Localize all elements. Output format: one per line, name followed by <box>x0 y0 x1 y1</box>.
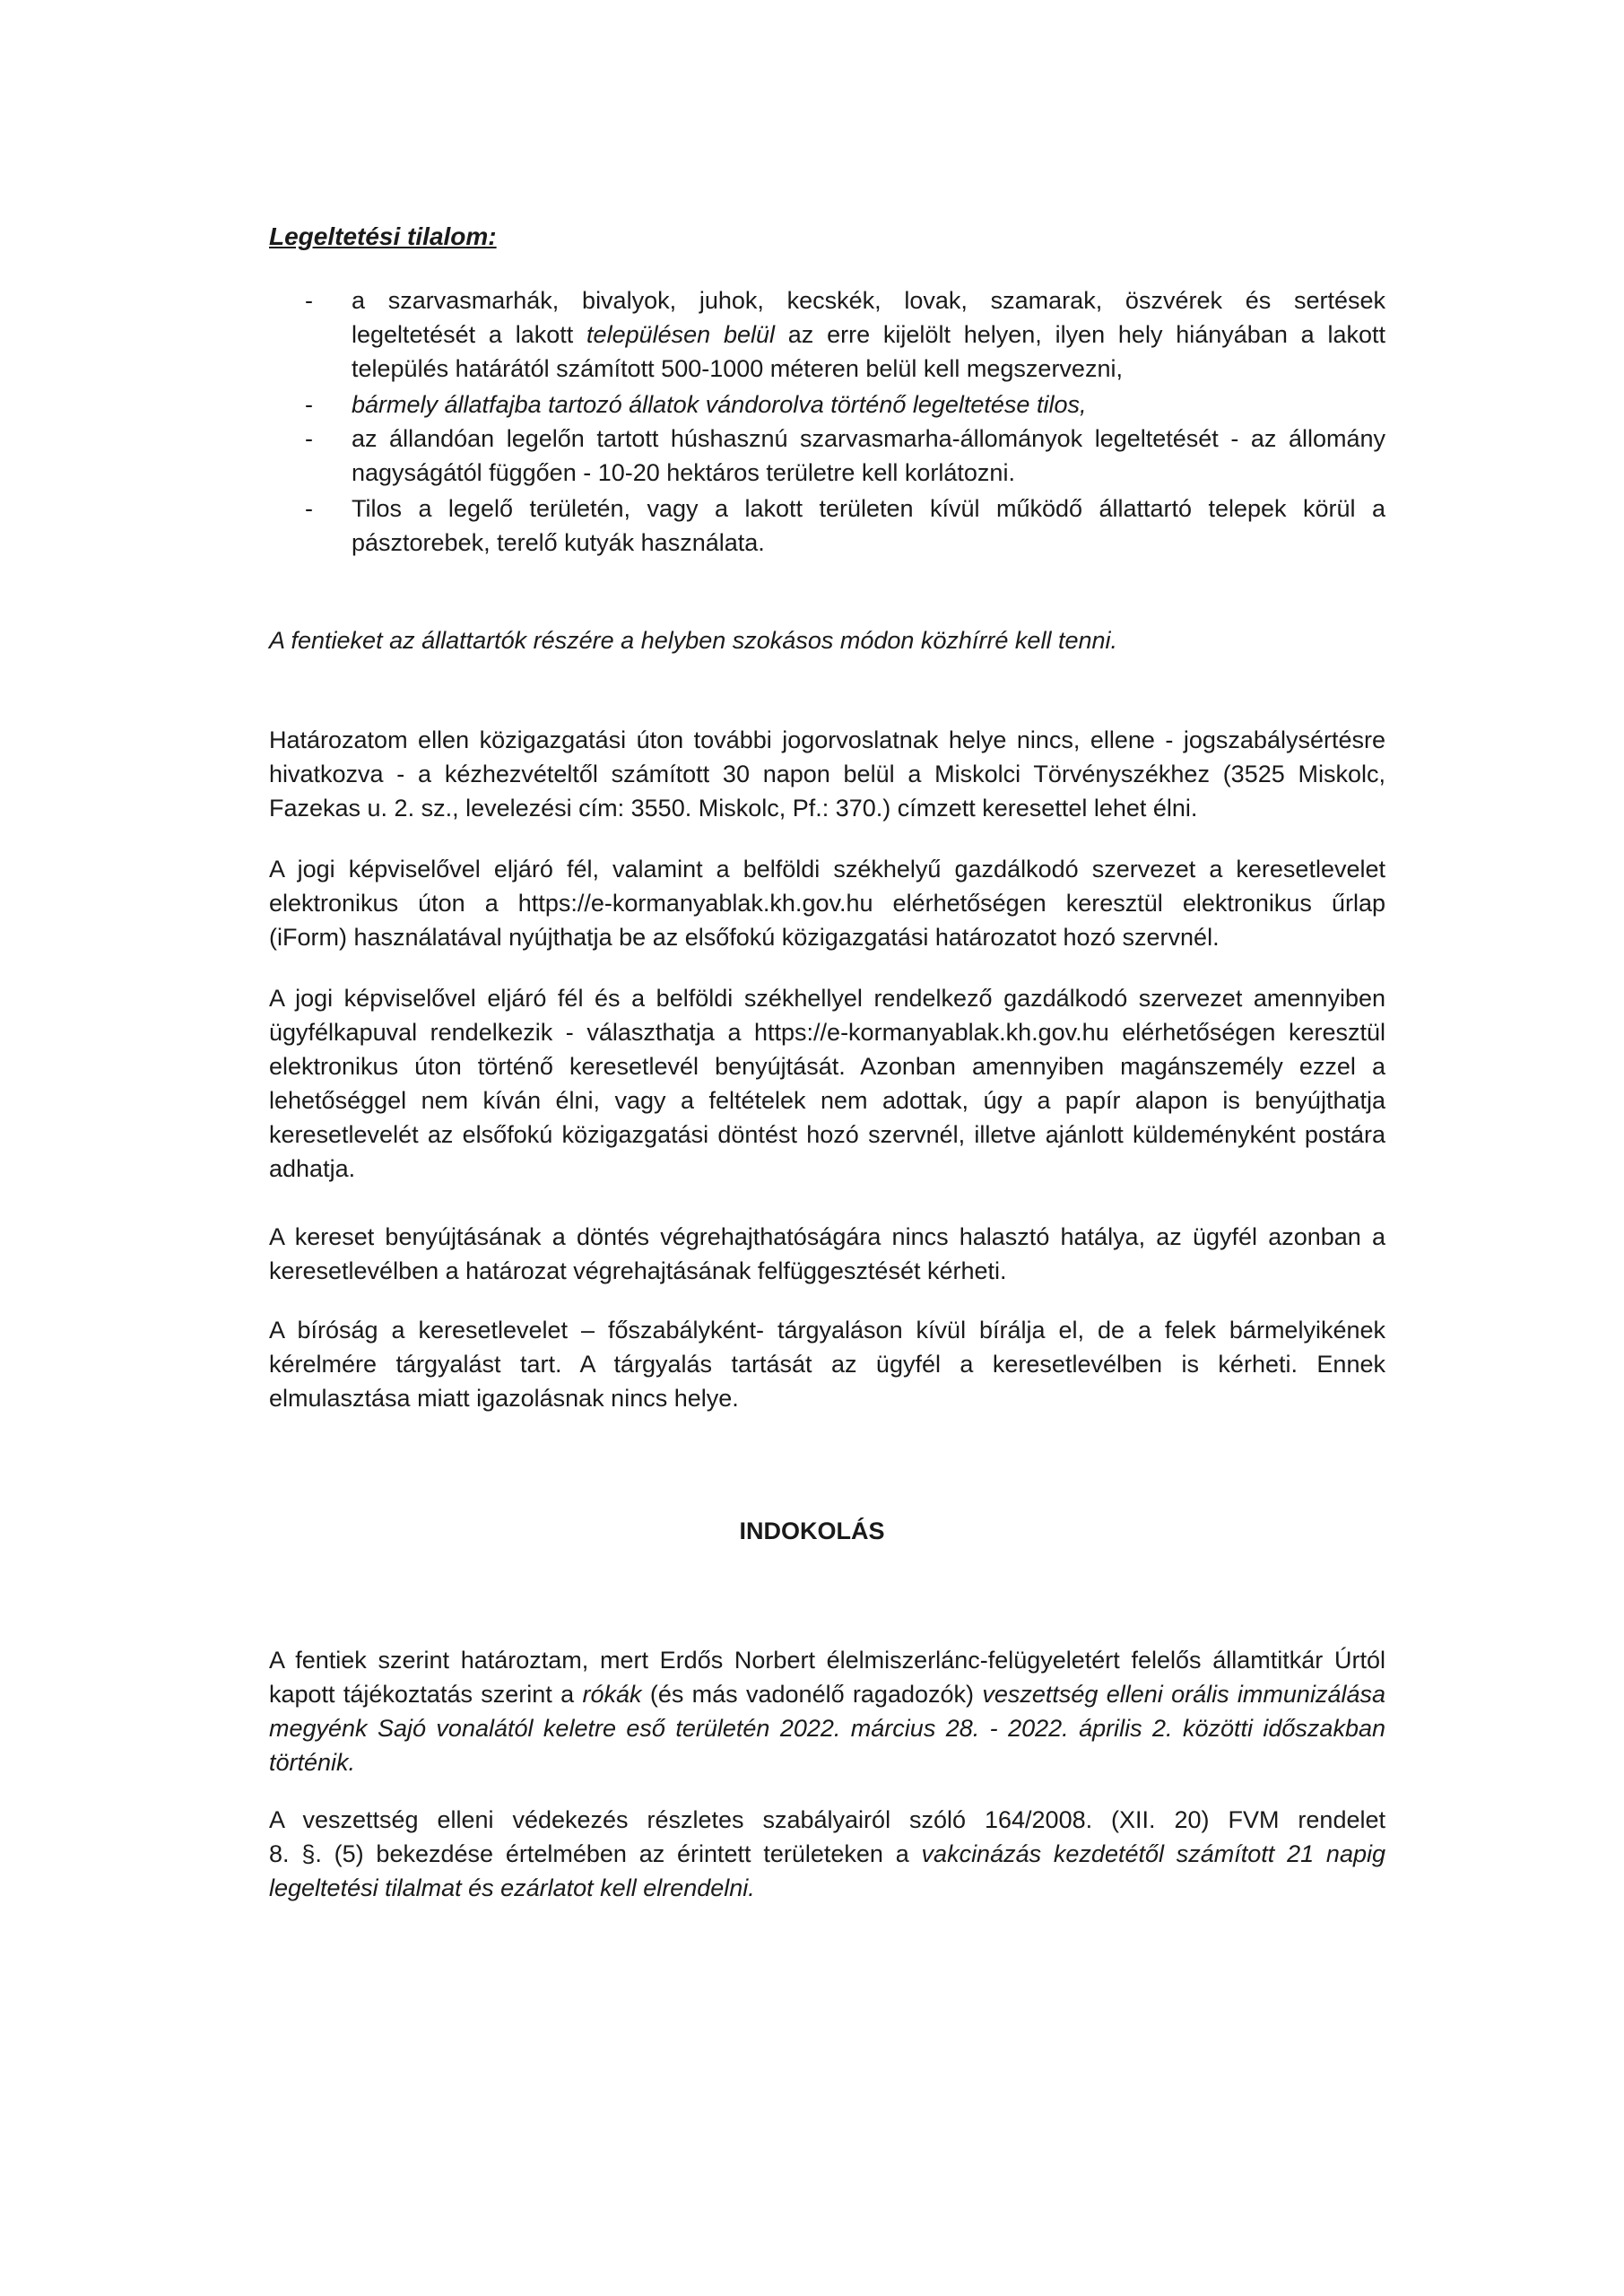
text-line <box>269 1015 1385 1049</box>
text-line <box>269 1220 1385 1254</box>
text-line <box>269 920 1385 954</box>
text-line <box>352 526 1385 560</box>
text-run: kapott tájékoztatás szerint a <box>269 1681 583 1708</box>
text-line <box>352 491 1385 526</box>
emphasis-text: bármely állatfajba tartozó állatok vándorolva történő legeltetése tilos, <box>352 391 1087 418</box>
appeal-paragraph <box>269 723 1385 825</box>
notice-paragraph <box>269 623 1385 657</box>
text-run: keresetlevélben a határozat végrehajtásának felfüggesztését kérheti. <box>269 1257 1007 1284</box>
execution-paragraph <box>269 1220 1385 1288</box>
text-line <box>269 1347 1385 1381</box>
text-run: pásztorebek, terelő kutyák használata. <box>352 529 765 556</box>
text-line <box>269 981 1385 1015</box>
text-run: nagyságától függően - 10-20 hektáros területre kell korlátozni. <box>352 459 1015 486</box>
text-line <box>352 283 1385 317</box>
text-run: A jogi képviselővel eljáró fél, valamint a belföldi székhelyű gazdálkodó szervezet a keresetlevelet <box>269 856 1385 883</box>
text-run: hivatkozva - a kézhezvételtől számított 30 napon belül a Miskolci Törvényszékhez (3525 Miskolc, <box>269 761 1385 787</box>
text-run: A fentiek szerint határoztam, mert Erdős Norbert élelmiszerlánc-felügyeletért felelős államtitkár Úrtól <box>269 1647 1385 1674</box>
text-line <box>269 1254 1385 1288</box>
court-paragraph <box>269 1313 1385 1415</box>
text-run: A veszettség elleni védekezés részletes szabályairól szóló 164/2008. (XII. 20) FVM rendelet <box>269 1806 1385 1833</box>
text-line <box>352 422 1385 456</box>
emphasis-text: legeltetési tilalmat és ezárlatot kell elrendelni. <box>269 1874 755 1901</box>
text-run: Tilos a legelő területén, vagy a lakott területen kívül működő állattartó telepek körül a <box>352 495 1385 522</box>
text-line <box>352 387 1385 422</box>
text-run: elektronikus úton történő keresetlevél benyújtását. Azonban amennyiben magánszemély ezzel a <box>269 1053 1385 1080</box>
bullet-text <box>352 283 1385 386</box>
text-line <box>269 1381 1385 1415</box>
text-run: (és más vadonélő ragadozók) <box>641 1681 983 1708</box>
reasoning-paragraph-1 <box>269 1643 1385 1779</box>
text-line <box>269 1837 1385 1871</box>
text-run: az erre kijelölt helyen, ilyen hely hiányában a lakott <box>775 321 1385 348</box>
text-line <box>269 1745 1385 1779</box>
emphasis-text: megyénk Sajó vonalától keletre eső területén 2022. március 28. - 2022. április 2. közötti időszakban <box>269 1715 1385 1742</box>
text-line <box>269 1152 1385 1186</box>
bullet-text <box>352 422 1385 490</box>
text-run: A kereset benyújtásának a döntés végrehajthatóságára nincs halasztó hatálya, az ügyfél azonban a <box>269 1223 1385 1250</box>
text-line <box>269 1049 1385 1083</box>
text-line <box>269 1083 1385 1118</box>
text-run: a szarvasmarhák, bivalyok, juhok, kecskék, lovak, szamarak, öszvérek és sertések <box>352 287 1385 314</box>
text-line <box>269 791 1385 825</box>
text-run: 8. §. (5) bekezdése értelmében az érintett területeken a <box>269 1840 922 1867</box>
text-line <box>269 723 1385 757</box>
emphasis-text: A fentieket az állattartók részére a helyben szokásos módon közhírré kell tenni. <box>269 627 1117 654</box>
text-run: (iForm) használatával nyújthatja be az elsőfokú közigazgatási határozatot hozó szervnél. <box>269 924 1220 951</box>
text-line <box>269 623 1385 657</box>
text-run: A jogi képviselővel eljáró fél és a belföldi székhellyel rendelkező gazdálkodó szervezet amennyiben <box>269 985 1385 1012</box>
text-run: Fazekas u. 2. sz., levelezési cím: 3550. Miskolc, Pf.: 370.) címzett keresettel lehet élni. <box>269 795 1198 822</box>
bullet-dash: - <box>305 391 313 418</box>
emphasis-text: történik. <box>269 1749 356 1776</box>
bullet-text <box>352 387 1385 422</box>
section-heading: INDOKOLÁS <box>739 1518 885 1544</box>
client-gate-paragraph <box>269 981 1385 1186</box>
text-line <box>269 1677 1385 1711</box>
text-run: ügyfélkapuval rendelkezik - választhatja a https://e-kormanyablak.kh.gov.hu elérhetőségen keresztül <box>269 1019 1385 1046</box>
text-run: legeltetését a lakott <box>352 321 587 348</box>
bullet-dash: - <box>305 495 313 522</box>
text-line <box>269 852 1385 886</box>
text-line <box>269 1643 1385 1677</box>
text-run: elektronikus úton a https://e-kormanyablak.kh.gov.hu elérhetőségen keresztül elektronikus űrlap <box>269 890 1385 917</box>
emphasis-text: veszettség elleni orális immunizálása <box>982 1681 1385 1708</box>
emphasis-text: településen belül <box>586 321 775 348</box>
text-run: adhatja. <box>269 1155 356 1182</box>
text-run: elmulasztása miatt igazolásnak nincs helye. <box>269 1385 739 1412</box>
reasoning-paragraph-2 <box>269 1803 1385 1905</box>
emphasis-text: vakcinázás kezdetétől számított 21 napig <box>921 1840 1386 1867</box>
text-line <box>269 1871 1385 1905</box>
text-run: település határától számított 500-1000 méteren belül kell megszervezni, <box>352 355 1123 382</box>
text-line <box>352 456 1385 490</box>
text-line <box>352 317 1385 352</box>
text-run: A bíróság a keresetlevelet – főszabályként- tárgyaláson kívül bírálja el, de a felek bármelyikének <box>269 1317 1385 1344</box>
section-title: Legeltetési tilalom: <box>269 222 497 250</box>
text-run: Határozatom ellen közigazgatási úton további jogorvoslatnak helye nincs, ellene - jogszabálysértésre <box>269 726 1385 753</box>
emphasis-text: rókák <box>582 1681 642 1708</box>
bullet-dash: - <box>305 425 313 452</box>
legal-rep-paragraph <box>269 852 1385 954</box>
text-run: az állandóan legelőn tartott húshasznú szarvasmarha-állományok legeltetését - az állomány <box>352 425 1385 452</box>
text-run: lehetőséggel nem kíván élni, vagy a feltételek nem adottak, úgy a papír alapon is benyújthatja <box>269 1087 1385 1114</box>
text-line <box>269 886 1385 920</box>
text-line <box>269 757 1385 791</box>
text-run: kérelmére tárgyalást tart. A tárgyalás tartását az ügyfél a keresetlevélben is kérheti. Ennek <box>269 1351 1385 1378</box>
text-line <box>269 1313 1385 1347</box>
text-run: keresetlevelét az elsőfokú közigazgatási döntést hozó szervnél, illetve ajánlott küldeményként postára <box>269 1121 1385 1148</box>
bullet-text <box>352 491 1385 560</box>
text-line <box>352 352 1385 386</box>
text-line <box>269 1118 1385 1152</box>
text-line <box>269 1803 1385 1837</box>
text-line <box>269 1711 1385 1745</box>
bullet-dash: - <box>305 287 313 314</box>
